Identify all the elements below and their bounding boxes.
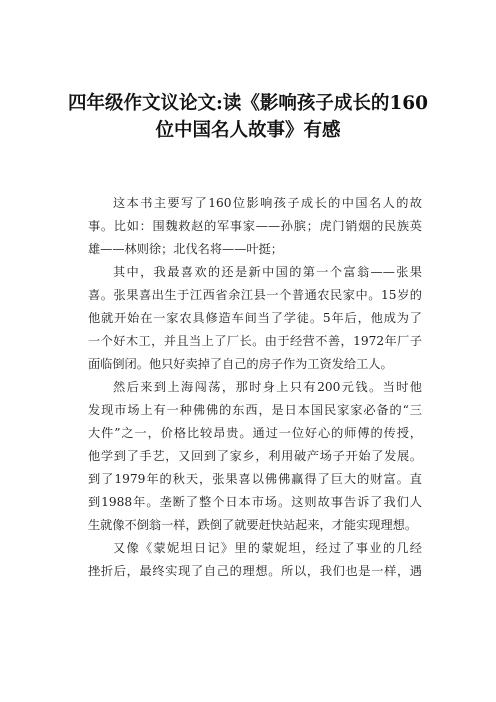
body-line: 又像《蒙妮坦日记》里的蒙妮坦，经过了事业的几经 [113,541,422,555]
body-line: 其中，我最喜欢的还是新中国的第一个富翁——张果 [113,265,422,279]
page-title [60,90,436,144]
body-line: 他就开始在一家农具修造车间当了学徒。5年后，他成为了 [88,311,422,325]
title-line: 位中国名人故事》有感 [155,120,341,141]
body-line: 发现市场上有一种佛佛的东西，是日本国民家家必备的“三 [88,403,422,417]
body-line: 事。比如：围魏救赵的军事家——孙膑；虎门销烟的民族英 [88,219,422,233]
body-line: 生就像不倒翁一样，跌倒了就要赶快站起来，才能实现理想。 [88,518,418,532]
body-line: 一个好木工，并且当上了厂长。由于经营不善，1972年厂子 [88,334,422,348]
body-line: 面临倒闭。他只好卖掉了自己的房子作为工资发给工人。 [88,357,393,371]
body-line: 喜。张果喜出生于江西省余江县一个普通农民家中。15岁的 [88,288,422,302]
body-line: 挫折后，最终实现了自己的理想。所以，我们也是一样，遇 [88,564,422,578]
body-line: 大件”之一，价格比较昂贵。通过一位好心的师傅的传授， [88,426,422,440]
body-line: 这本书主要写了160位影响孩子成长的中国名人的故 [113,196,422,210]
body-line: 到了1979年的秋天，张果喜以佛佛赢得了巨大的财富。直 [88,472,422,486]
body-line: 他学到了手艺，又回到了家乡，利用破产场子开始了发展。 [88,449,422,463]
body-line: 雄——林则徐；北伐名将——叶挺； [88,242,283,256]
title-line: 四年级作文议论文:读《影响孩子成长的160 [68,93,428,114]
body-line: 到1988年。垄断了整个日本市场。这则故事告诉了我们人 [88,495,422,509]
body-line: 然后来到上海闯荡，那时身上只有200元钱。当时他 [113,380,422,394]
article-body [88,192,422,583]
